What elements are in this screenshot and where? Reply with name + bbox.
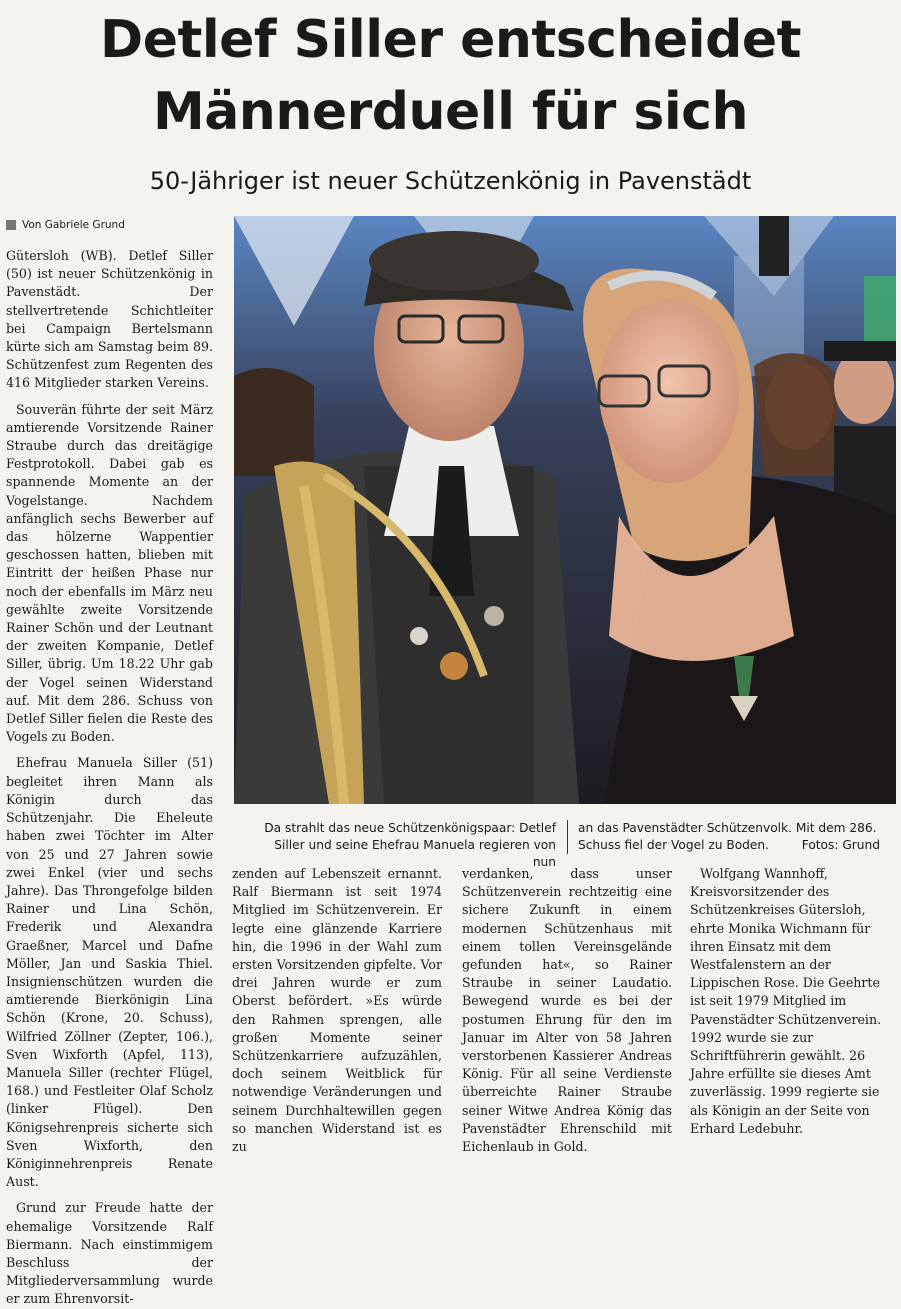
caption-text: an das Pavenstädter Schützenvolk. Mit dem 286. Schuss fiel der Vogel zu Boden. — [578, 821, 877, 852]
paragraph: Wolfgang Wannhoff, Kreisvorsitzender des Schützenkreises Gütersloh, ehrte Monika Wichmann für ihren Einsatz mit dem Westfalenstern an der Lippischen Rose. Die Geehrte ist seit 1979 Mitglied im Pavenstädter Schützenverein. 1992 wurde sie zur Schriftführerin gewählt. 26 Jahre erfüllte sie dieses Amt zuverlässig. 1999 regierte sie als Königin an der Seite von Erhard Ledebuhr. — [690, 866, 882, 1136]
subheadline: 50-Jähriger ist neuer Schützenkönig in Pavenstädt — [149, 167, 752, 195]
paragraph: Grund zur Freude hatte der ehemalige Vorsitzende Ralf Biermann. Nach einstimmigem Beschluss der Mitgliederversammlung wurde er zum Ehrenvorsit- — [6, 1200, 213, 1307]
photo-caption-left: Da strahlt das neue Schützenkönigspaar: Detlef Siller und seine Ehefrau Manuela regieren von nun — [264, 821, 556, 869]
byline-square-icon — [6, 220, 16, 230]
byline-text: Von Gabriele Grund — [22, 219, 125, 231]
paragraph: Souverän führte der seit März amtierende Vorsitzende Rainer Straube durch das dreitägige Festprotokoll. Dabei gab es spannende Momente an der Vogelstange. Nachdem anfänglich sechs Bewerber auf das hölzerne Wappentier geschossen hatten, blieben mit Eintritt der heißen Phase nur noch der ebenfalls im März neu gewählte zweite Vorsitzende Rainer Schön und der Leutnant der zweiten Kompanie, Detlef Siller, übrig. Um 18.22 Uhr gab der Vogel seinen Widerstand auf. Mit dem 286. Schuss von Detlef Siller fielen die Reste des Vogels zu Boden. — [6, 401, 213, 745]
paragraph: zenden auf Lebenszeit ernannt. Ralf Biermann ist seit 1974 Mitglied im Schützenverein. Er legte eine glänzende Karriere hin, die 1996 in der Wahl zum ersten Vorsitzenden gipfelte. Vor drei Jahren wurde er zum Oberst befördert. »Es würde den Rahmen sprengen, alle großen Momente seiner Schützenkarriere aufzuzählen, doch seinem Weitblick für notwendige Veränderungen und seinem Durchhaltewillen gegen so manchen Widerstand ist es zu — [232, 866, 442, 1155]
photo-illustration — [234, 216, 896, 804]
photo-credit: Fotos: Grund — [801, 838, 880, 852]
headline-line-1: Detlef Siller entscheidet — [100, 10, 801, 70]
photo-caption-right — [578, 820, 880, 854]
article-column-1 — [6, 247, 213, 1309]
headline-line-2: Männerduell für sich — [152, 82, 749, 142]
article-column-2 — [232, 865, 442, 1156]
paragraph: Ehefrau Manuela Siller (51) begleitet ihren Mann als Königin durch das Schützenjahr. Die Eheleute haben zwei Töchter im Alter von 25 und 27 Jahren sowie zwei Enkel (vier und sechs Jahre). Das Throngefolge bilden Rainer und Lina Schön, Frederik und Alexandra Graeßner, Marcel und Dafne Möller, Jan und Saskia Thiel. Insignienschützen wurden die amtierende Bierkönigin Lina Schön (Krone, 20. Schuss), Wilfried Zöllner (Zepter, 106.), Sven Wixforth (Apfel, 113), Manuela Siller (rechter Flügel, 168.) und Festleiter Olaf Scholz (linker Flügel). Den Königsehrenpreis sicherte sich Sven Wixforth, den Königinnehrenpreis Renate Aust. — [6, 755, 213, 1190]
article-column-3 — [462, 865, 672, 1156]
article-column-4 — [690, 865, 890, 1138]
article-photo — [234, 216, 896, 804]
paragraph: Gütersloh (WB). Detlef Siller (50) ist neuer Schützenkönig in Pavenstädt. Der stellvertretende Schichtleiter bei Campaign Bertelsmann kürte sich am Samstag beim 89. Schützenfest zum Regenten des 416 Mitglieder starken Vereins. — [6, 248, 213, 391]
caption-divider — [567, 820, 568, 854]
paragraph: verdanken, dass unser Schützenverein rechtzeitig eine sichere Zukunft in einem modernen Schützenhaus mit einem tollen Vereinsgelände gefunden hat«, so Rainer Straube in seiner Laudatio. Bewegend wurde es bei der postumen Ehrung für den im Januar im Alter von 58 Jahren verstorbenen Kassierer Andreas König. Für all seine Verdienste überreichte Rainer Straube seiner Witwe Andrea König das Pavenstädter Ehrenschild mit Eichenlaub in Gold. — [462, 866, 672, 1155]
headline — [0, 4, 901, 148]
byline — [6, 219, 125, 231]
